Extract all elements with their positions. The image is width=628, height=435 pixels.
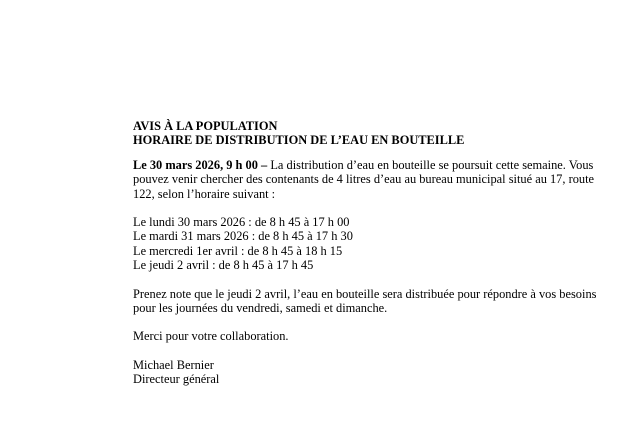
intro-body: La distribution d’eau en bouteille se poursuit cette semaine. Vous pouvez venir chercher des contenants de 4 litres d’eau au bureau municipal situé au 17, route 122, selon l’horaire suivant :: [133, 157, 595, 201]
notice-heading: [133, 119, 603, 148]
heading-line-1: AVIS À LA POPULATION: [133, 119, 278, 133]
schedule-item-thursday: Le jeudi 2 avril : de 8 h 45 à 17 h 45: [133, 258, 314, 273]
schedule-item-tuesday: Le mardi 31 mars 2026 : de 8 h 45 à 17 h 30: [133, 229, 353, 244]
schedule-item-monday: Le lundi 30 mars 2026 : de 8 h 45 à 17 h 00: [133, 215, 350, 230]
schedule-list: [133, 215, 603, 273]
notice-document: [133, 119, 603, 387]
thanks-paragraph: Merci pour votre collaboration.: [133, 329, 289, 344]
intro-paragraph: [133, 158, 603, 201]
schedule-item-wednesday: Le mercredi 1er avril : de 8 h 45 à 18 h 15: [133, 243, 343, 258]
note-paragraph: Prenez note que le jeudi 2 avril, l’eau en bouteille sera distribuée pour répondre à vos besoins pour les journées du vendredi, samedi et dimanche.: [133, 286, 597, 316]
heading-line-2: HORAIRE DE DISTRIBUTION DE L’EAU EN BOUTEILLE: [133, 133, 465, 148]
intro-date-lead: Le 30 mars 2026, 9 h 00 –: [133, 157, 268, 172]
signature-block: [133, 358, 603, 387]
signature-title: Directeur général: [133, 372, 220, 387]
signature-name: Michael Bernier: [133, 357, 214, 372]
